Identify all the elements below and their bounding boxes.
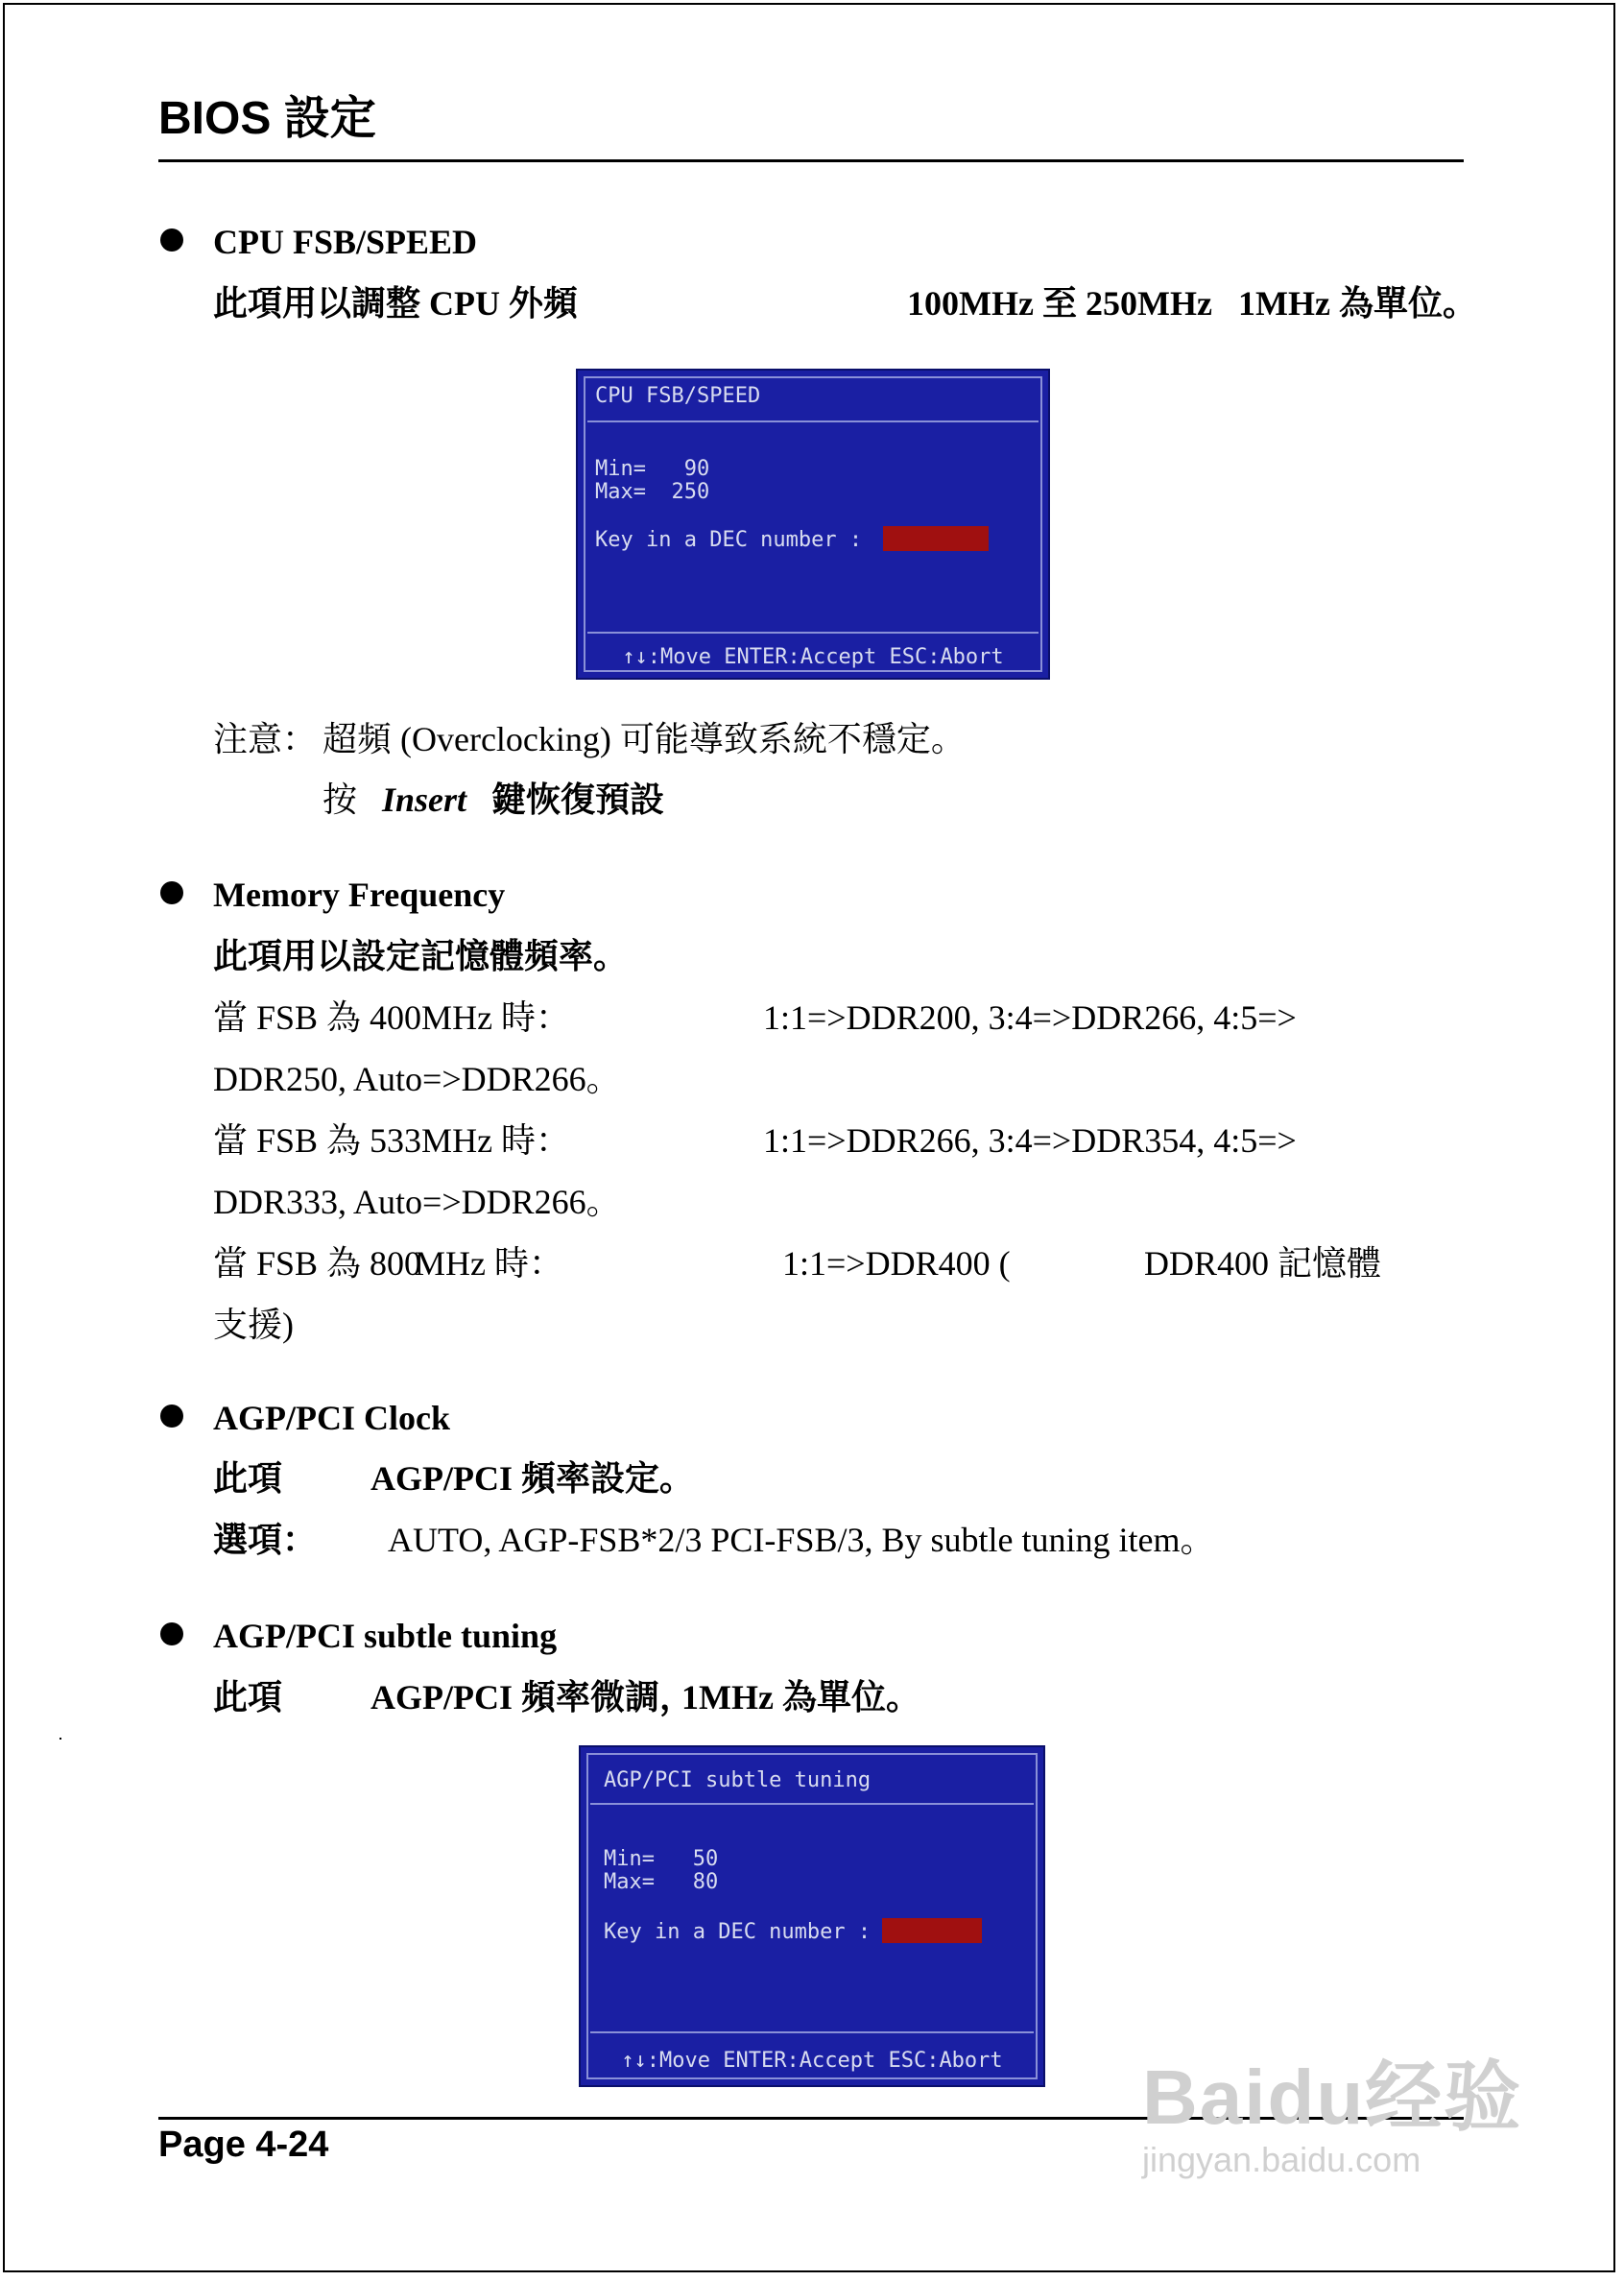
dec-number-input[interactable]	[882, 1918, 982, 1943]
agp-clock-desc-a: 此項	[213, 1459, 283, 1498]
agp-tuning-desc-a: 此項	[213, 1678, 283, 1717]
dialog-prompt: Key in a DEC number :	[604, 1920, 872, 1944]
fsb400-ratios: 1:1=>DDR200, 3:4=>DDR266, 4:5=>	[763, 998, 1297, 1037]
section-heading-agp-tuning: AGP/PCI subtle tuning	[213, 1617, 558, 1655]
cpu-fsb-range: 100MHz 至 250MHz	[907, 284, 1212, 323]
section-heading-agp-clock: AGP/PCI Clock	[213, 1399, 450, 1437]
dialog-footer-keys: ↑↓:Move ENTER:Accept ESC:Abort	[621, 2049, 1003, 2073]
note-label: 注意：	[213, 720, 318, 758]
agp-tuning-desc-c: 1MHz 為單位。	[681, 1678, 920, 1717]
note-insert-post: 鍵恢復預設	[491, 780, 665, 819]
agp-tuning-desc-b: AGP/PCI 頻率微調，	[370, 1678, 694, 1717]
dialog-min: Min= 90	[595, 457, 710, 481]
fsb800-unit: MHz 時：	[415, 1244, 563, 1283]
section-heading-memory: Memory Frequency	[213, 876, 506, 914]
watermark-url: jingyan.baidu.com	[1142, 2140, 1421, 2179]
dialog-separator	[587, 420, 1039, 422]
fsb800-support: 支援)	[213, 1306, 294, 1344]
page-header-title: BIOS 設定	[158, 93, 376, 144]
fsb533-label: 當 FSB 為 533MHz 時：	[213, 1121, 571, 1160]
note-insert-pre: 按	[322, 780, 358, 819]
stray-dot	[60, 1738, 61, 1740]
dialog-max: Max= 80	[604, 1870, 719, 1894]
agp-tuning-dialog	[579, 1745, 1045, 2087]
header-rule	[158, 159, 1464, 162]
cpu-fsb-step: 1MHz 為單位。	[1238, 284, 1477, 323]
bullet-icon	[160, 881, 183, 904]
dialog-title: AGP/PCI subtle tuning	[604, 1768, 872, 1792]
agp-clock-options-label: 選項：	[213, 1521, 318, 1559]
watermark	[1142, 2035, 1522, 2180]
note-insert-key: Insert	[382, 780, 467, 819]
bullet-icon	[160, 228, 183, 252]
agp-clock-options: AUTO, AGP-FSB*2/3 PCI-FSB/3, By subtle tuning item。	[388, 1521, 1215, 1559]
fsb800-ratio: 1:1=>DDR400 (	[782, 1244, 1011, 1283]
dialog-min: Min= 50	[604, 1847, 719, 1871]
dec-number-input[interactable]	[883, 526, 989, 551]
note-overclock: 超頻 (Overclocking) 可能導致系統不穩定。	[322, 720, 966, 758]
fsb400-label: 當 FSB 為 400MHz 時：	[213, 998, 571, 1037]
agp-clock-desc-b: AGP/PCI 頻率設定。	[370, 1459, 694, 1498]
watermark-brand: Baidu经验	[1142, 2054, 1523, 2140]
dialog-frame	[586, 1753, 1038, 2079]
dialog-separator	[590, 1803, 1034, 1805]
dialog-separator	[587, 632, 1039, 634]
section-heading-cpu-fsb: CPU FSB/SPEED	[213, 223, 478, 261]
cpu-fsb-dialog	[576, 369, 1050, 680]
memory-desc: 此項用以設定記憶體頻率。	[213, 937, 629, 975]
dialog-prompt: Key in a DEC number :	[595, 528, 863, 552]
dialog-footer-keys: ↑↓:Move ENTER:Accept ESC:Abort	[622, 645, 1004, 669]
fsb533-ratios-cont: DDR333, Auto=>DDR266。	[213, 1183, 621, 1221]
page-number: Page 4-24	[158, 2125, 329, 2165]
fsb800-label: 當 FSB 為 800	[213, 1244, 422, 1283]
dialog-max: Max= 250	[595, 480, 710, 504]
bullet-icon	[160, 1405, 183, 1428]
dialog-separator	[590, 2031, 1034, 2033]
dialog-title: CPU FSB/SPEED	[595, 384, 761, 408]
bullet-icon	[160, 1622, 183, 1645]
fsb800-memory: DDR400 記憶體	[1144, 1244, 1382, 1283]
fsb533-ratios: 1:1=>DDR266, 3:4=>DDR354, 4:5=>	[763, 1121, 1297, 1160]
fsb400-ratios-cont: DDR250, Auto=>DDR266。	[213, 1060, 621, 1098]
cpu-fsb-desc: 此項用以調整 CPU 外頻	[213, 284, 578, 323]
